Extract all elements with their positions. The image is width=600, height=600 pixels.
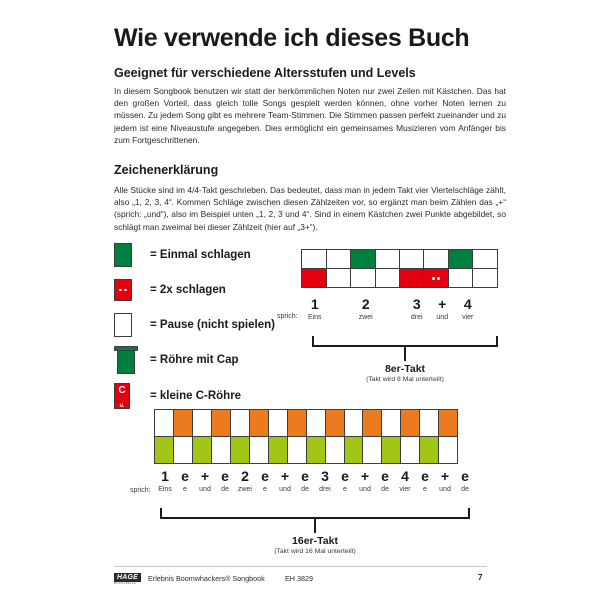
rhythm-cell-white <box>448 268 474 288</box>
rhythm-cell-lime <box>419 436 439 464</box>
count-column <box>315 468 335 495</box>
count-beat: 3 <box>321 468 329 484</box>
legend-label: = Pause (nicht spielen) <box>150 319 275 331</box>
tube-body <box>117 350 135 374</box>
rhythm-grid-8er <box>302 250 497 288</box>
rhythm-cell-white <box>249 436 269 464</box>
rhythm-cell-white <box>400 436 420 464</box>
count-beat: e <box>261 468 269 484</box>
dot-icon <box>119 289 122 292</box>
counts-row-16er <box>155 468 475 495</box>
rhythm-cell-orange <box>287 409 307 437</box>
count-column <box>430 296 456 323</box>
count-column <box>455 296 481 323</box>
sprich-label-16er: sprich: <box>130 487 151 494</box>
legend-label: = kleine C-Röhre <box>150 390 242 402</box>
rhythm-cell-white <box>154 409 174 437</box>
count-spoken: Eins <box>158 486 172 493</box>
legend-label: = 2x schlagen <box>150 284 226 296</box>
footer-divider <box>114 566 487 567</box>
rhythm-cell-lime <box>230 436 250 464</box>
legend-swatch-wrap <box>114 279 150 301</box>
count-column <box>455 468 475 495</box>
takt-sub-8er: (Takt wird 8 Mal unterteilt) <box>366 376 444 383</box>
legend-label: = Einmal schlagen <box>150 249 251 261</box>
count-spoken: und <box>359 486 371 493</box>
rhythm-cell-red <box>423 268 449 288</box>
count-spoken: e <box>263 486 267 493</box>
count-spoken: e <box>343 486 347 493</box>
count-beat: + <box>438 296 447 312</box>
count-spoken: zwei <box>237 486 252 493</box>
two-dots-icon <box>119 289 127 292</box>
count-spoken: zwei <box>358 314 373 321</box>
count-beat: 3 <box>412 296 421 312</box>
rhythm-cell-white <box>381 409 401 437</box>
rhythm-cell-white <box>399 249 425 269</box>
rhythm-cell-white <box>472 249 498 269</box>
count-column <box>295 468 315 495</box>
bracket-stem <box>404 345 406 361</box>
rhythm-cell-orange <box>362 409 382 437</box>
legend-item-kleine-c-roehre <box>114 383 241 409</box>
count-beat: + <box>360 468 370 484</box>
count-beat: e <box>221 468 229 484</box>
count-beat: 1 <box>161 468 169 484</box>
dot-icon <box>437 277 440 280</box>
rhythm-cell-orange <box>438 409 458 437</box>
rhythm-cell-white <box>230 409 250 437</box>
small-c-tube-icon <box>114 383 130 409</box>
rhythm-cell-white <box>192 409 212 437</box>
rhythm-cell-green <box>448 249 474 269</box>
hage-logo: HAGE <box>114 573 141 582</box>
rhythm-cell-white <box>438 436 458 464</box>
count-beat: e <box>301 468 309 484</box>
count-column <box>328 296 354 323</box>
section-heading-2: Zeichenerklärung <box>114 163 219 177</box>
rhythm-cell-lime <box>306 436 326 464</box>
two-dots-icon <box>432 277 440 280</box>
count-column <box>415 468 435 495</box>
rhythm-cell-white <box>326 268 352 288</box>
legend-label: = Röhre mit Cap <box>150 354 239 366</box>
rhythm-cell-white <box>301 249 327 269</box>
count-spoken: vier <box>399 486 411 493</box>
count-spoken: und <box>436 314 449 321</box>
rhythm-grid-16er <box>155 410 458 464</box>
count-column <box>353 296 379 323</box>
count-column <box>335 468 355 495</box>
green-tube-with-cap-icon <box>114 346 138 374</box>
bracket-tick-right <box>496 336 498 347</box>
count-column <box>379 296 405 323</box>
count-beat: e <box>341 468 349 484</box>
section-heading-1: Geeignet für verschiedene Altersstufen und Levels <box>114 66 416 80</box>
rhythm-cell-green <box>350 249 376 269</box>
legend-item-2x-schlagen <box>114 279 226 301</box>
dot-icon <box>124 289 127 292</box>
count-column <box>375 468 395 495</box>
red-box-two-dots-icon <box>114 279 132 301</box>
count-spoken: de <box>381 486 389 493</box>
count-column <box>355 468 375 495</box>
takt-label-8er: 8er-Takt <box>384 363 426 375</box>
legend-swatch-wrap <box>114 313 150 337</box>
takt-sub-16er: (Takt wird 16 Mal unterteilt) <box>274 548 356 555</box>
bracket-tick-left <box>160 508 162 519</box>
legend-item-roehre-mit-cap <box>114 346 239 374</box>
c-tube-letter: C <box>118 385 126 396</box>
dot-icon <box>432 277 435 280</box>
rhythm-cell-red <box>399 268 425 288</box>
count-spoken: drei <box>319 486 331 493</box>
count-column <box>404 296 430 323</box>
sprich-label-8er: sprich: <box>277 313 298 320</box>
count-column <box>175 468 195 495</box>
legend-item-pause <box>114 313 275 337</box>
count-beat: + <box>440 468 450 484</box>
count-beat: + <box>200 468 210 484</box>
rhythm-grid-row <box>302 269 497 288</box>
white-box-icon <box>114 313 132 337</box>
c-tube-sub: kl. <box>119 403 125 408</box>
rhythm-cell-white <box>211 436 231 464</box>
count-spoken: de <box>461 486 469 493</box>
count-column <box>395 468 415 495</box>
count-column <box>481 296 507 323</box>
rhythm-cell-white <box>362 436 382 464</box>
count-spoken: drei <box>410 314 423 321</box>
count-spoken: und <box>439 486 451 493</box>
bracket-tick-left <box>312 336 314 347</box>
count-beat: + <box>280 468 290 484</box>
count-beat: e <box>421 468 429 484</box>
count-spoken: und <box>199 486 211 493</box>
footer-book-title: Erlebnis Boomwhackers® Songbook <box>148 574 265 583</box>
takt-label-16er: 16er-Takt <box>292 535 338 547</box>
hage-logo-subtitle: MUSIKVERLAG <box>114 582 137 585</box>
count-column <box>275 468 295 495</box>
rhythm-cell-lime <box>192 436 212 464</box>
count-column <box>435 468 455 495</box>
counts-row-8er <box>302 296 506 323</box>
rhythm-cell-lime <box>154 436 174 464</box>
count-beat: e <box>381 468 389 484</box>
rhythm-cell-white <box>325 436 345 464</box>
rhythm-cell-white <box>375 249 401 269</box>
count-beat: 4 <box>463 296 472 312</box>
rhythm-cell-white <box>350 268 376 288</box>
rhythm-cell-white <box>423 249 449 269</box>
count-column <box>235 468 255 495</box>
rhythm-grid-row <box>155 410 458 437</box>
page-title: Wie verwende ich dieses Buch <box>114 24 470 52</box>
rhythm-cell-lime <box>344 436 364 464</box>
rhythm-cell-white <box>326 249 352 269</box>
rhythm-cell-white <box>306 409 326 437</box>
count-column <box>255 468 275 495</box>
rhythm-cell-orange <box>325 409 345 437</box>
rhythm-cell-orange <box>173 409 193 437</box>
rhythm-grid-row <box>155 437 458 464</box>
rhythm-cell-lime <box>268 436 288 464</box>
count-spoken: de <box>301 486 309 493</box>
count-column <box>195 468 215 495</box>
section-body-1: In diesem Songbook benutzen wir statt der herkömmlichen Noten nur zwei Zeilen mit Kästchen. Das hat den großen Vorteil, dass gleich tolle Songs gespielt werden können, ohne vorher Noten lernen zu müssen. Zu jedem Song gibt es mehrere Team-Stimmen. Die Stimmen passen perfekt zueinander und zu jedem ist eine Niveaustufe angegeben. Dies ermöglicht ein gemeinsames Musizieren vom Anfänger bis zum Fortgeschrittenen. <box>114 86 506 145</box>
section-body-2: Alle Stücke sind im 4/4-Takt geschrieben. Das bedeutet, dass man in jedem Takt vier Viertelschläge zählt, also „1, 2, 3, 4“. Kommen Schläge zwischen diesen Zählzeiten vor, so ergänzt man beim Zählen das „+“ (sprich: „und“), also im Beispiel unten „1, 2, 3 und 4“. Sind in einem Kästchen zwei Punkte abgebildet, so schlägt man zweimal bei dieser Zählzeit (hier auf „3+“). <box>114 185 506 232</box>
count-spoken: vier <box>462 314 474 321</box>
count-beat: 2 <box>361 296 370 312</box>
count-spoken: e <box>183 486 187 493</box>
count-column <box>155 468 175 495</box>
count-spoken: und <box>279 486 291 493</box>
footer-edition-code: EH 3829 <box>285 574 313 583</box>
count-spoken: e <box>423 486 427 493</box>
bracket-tick-right <box>468 508 470 519</box>
count-spoken: Eins <box>307 314 322 321</box>
count-column <box>302 296 328 323</box>
legend-item-einmal-schlagen <box>114 243 251 267</box>
green-box-icon <box>114 243 132 267</box>
rhythm-cell-white <box>173 436 193 464</box>
count-beat: 2 <box>241 468 249 484</box>
count-column <box>215 468 235 495</box>
rhythm-grid-row <box>302 250 497 269</box>
count-beat: 4 <box>401 468 409 484</box>
rhythm-cell-white <box>472 268 498 288</box>
rhythm-cell-white <box>268 409 288 437</box>
count-beat: 1 <box>310 296 319 312</box>
tube-cap <box>114 346 138 351</box>
rhythm-cell-orange <box>249 409 269 437</box>
legend-swatch-wrap <box>114 243 150 267</box>
rhythm-cell-white <box>419 409 439 437</box>
legend-swatch-wrap <box>114 383 150 409</box>
bracket-stem <box>314 517 316 533</box>
count-spoken: de <box>221 486 229 493</box>
legend-swatch-wrap <box>114 346 150 374</box>
rhythm-cell-white <box>344 409 364 437</box>
footer-page-number: 7 <box>478 573 483 582</box>
rhythm-cell-lime <box>381 436 401 464</box>
rhythm-cell-orange <box>400 409 420 437</box>
count-beat: e <box>181 468 189 484</box>
rhythm-cell-white <box>287 436 307 464</box>
rhythm-cell-orange <box>211 409 231 437</box>
count-beat: e <box>461 468 469 484</box>
rhythm-cell-red <box>301 268 327 288</box>
rhythm-cell-white <box>375 268 401 288</box>
